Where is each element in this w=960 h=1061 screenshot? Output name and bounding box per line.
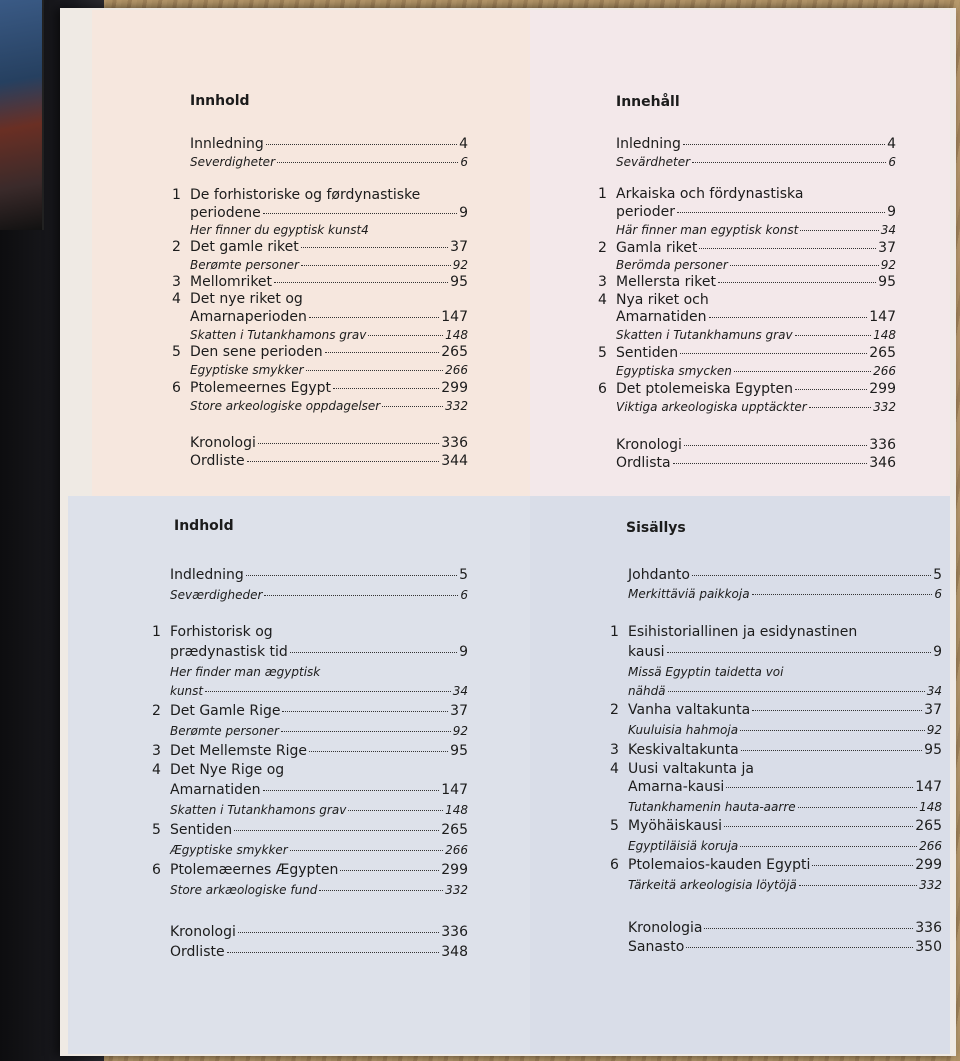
- dot-leader: [741, 750, 922, 751]
- entry-title: Sentiden: [170, 822, 233, 838]
- toc-entry: [610, 566, 942, 584]
- page-number: 147: [441, 782, 468, 798]
- entry-title: Myöhäiskausi: [628, 818, 723, 834]
- chapter-number: 1: [610, 624, 619, 640]
- entry-title: Ordliste: [190, 453, 245, 469]
- entry-title: Det Nye Rige og: [170, 762, 285, 778]
- toc-entry: [172, 204, 468, 222]
- page-number: 265: [441, 822, 468, 838]
- dot-leader: [234, 830, 439, 831]
- page-number: 344: [441, 453, 468, 469]
- dot-leader: [309, 751, 448, 752]
- page-number: 265: [869, 345, 896, 361]
- entry-title: Ordlista: [616, 455, 671, 471]
- page-number: 34: [880, 223, 896, 237]
- page-number: 147: [441, 309, 468, 325]
- entry-title: Missä Egyptin taidetta voi: [628, 665, 784, 679]
- page-number: 332: [873, 400, 896, 414]
- entry-title: Berømte personer: [170, 724, 279, 738]
- entry-title: Tutankhamenin hauta-aarre: [628, 800, 796, 814]
- dot-leader: [319, 890, 443, 891]
- page-number: 6: [460, 155, 468, 169]
- toc-subentry: [152, 722, 468, 740]
- entry-title: Amarna-kausi: [628, 779, 725, 795]
- dot-leader: [726, 787, 913, 788]
- dot-leader: [246, 575, 457, 576]
- entry-title: Egyptiske smykker: [190, 363, 304, 377]
- entry-title: Ptolemeernes Egypt: [190, 380, 331, 396]
- entry-title: Kronologi: [190, 435, 256, 451]
- toc-entry: [610, 817, 942, 835]
- page-number: 299: [915, 857, 942, 873]
- dot-leader: [752, 594, 933, 595]
- entry-title: Uusi valtakunta ja: [628, 761, 754, 777]
- entry-title: Inledning: [616, 136, 681, 152]
- entry-title: Egyptiläisiä koruja: [628, 839, 739, 853]
- toc-subentry: [152, 841, 468, 859]
- toc-entry: [152, 781, 468, 799]
- toc-entry: [152, 702, 468, 720]
- chapter-number: 4: [598, 292, 607, 308]
- page-number: 9: [933, 644, 942, 660]
- entry-title: Her finner du egyptisk kunst4: [190, 223, 369, 237]
- chapter-number: 6: [598, 381, 607, 397]
- entry-title: Kronologi: [170, 924, 236, 940]
- page-number: 332: [445, 399, 468, 413]
- toc-title: Indhold: [174, 518, 234, 534]
- dot-leader: [340, 870, 439, 871]
- dot-leader: [734, 371, 871, 372]
- dot-leader: [740, 846, 917, 847]
- toc-entry: [172, 434, 468, 452]
- page-number: 348: [441, 944, 468, 960]
- page-number: 299: [869, 381, 896, 397]
- dot-leader: [205, 691, 451, 692]
- entry-title: Ordliste: [170, 944, 225, 960]
- entry-title: Det gamle riket: [190, 239, 299, 255]
- entry-title: Indledning: [170, 567, 244, 583]
- dot-leader: [290, 652, 457, 653]
- toc-entry: [172, 308, 468, 326]
- dot-leader: [668, 691, 925, 692]
- entry-title: Det ptolemeiska Egypten: [616, 381, 793, 397]
- toc-entry: [598, 308, 896, 326]
- dot-leader: [718, 282, 876, 283]
- entry-title: Mellersta riket: [616, 274, 717, 290]
- page-number: 6: [460, 588, 468, 602]
- dot-leader: [704, 928, 913, 929]
- dot-leader: [333, 388, 439, 389]
- dot-leader: [348, 810, 443, 811]
- chapter-number: 5: [610, 818, 619, 834]
- toc-subentry: [610, 663, 942, 681]
- entry-title: Den sene perioden: [190, 344, 323, 360]
- toc-entry: [610, 938, 942, 956]
- dot-leader: [238, 932, 439, 933]
- entry-title: Forhistorisk og: [170, 624, 273, 640]
- page-number: 95: [450, 274, 468, 290]
- page-number: 9: [459, 205, 468, 221]
- entry-title: Amarnatiden: [616, 309, 707, 325]
- page-number: 336: [869, 437, 896, 453]
- entry-title: Nya riket och: [616, 292, 709, 308]
- toc-subentry: [598, 221, 896, 239]
- entry-title: Det Mellemste Rige: [170, 743, 308, 759]
- toc-entry: [172, 186, 468, 204]
- toc-subentry: [172, 221, 468, 239]
- entry-title: Ægyptiske smykker: [170, 843, 288, 857]
- toc-subentry: [610, 682, 942, 700]
- dot-leader: [677, 212, 885, 213]
- entry-title: Skatten i Tutankhamons grav: [170, 803, 347, 817]
- dot-leader: [274, 282, 448, 283]
- toc-subentry: [152, 801, 468, 819]
- page-number: 332: [919, 878, 942, 892]
- page-number: 92: [452, 724, 468, 738]
- toc-entry: [152, 861, 468, 879]
- dot-leader: [368, 335, 443, 336]
- dot-leader: [266, 144, 457, 145]
- entry-title: Innledning: [190, 136, 264, 152]
- entry-title: Amarnaperioden: [190, 309, 307, 325]
- entry-title: kunst: [170, 684, 204, 698]
- entry-title: Ptolemaios-kauden Egypti: [628, 857, 811, 873]
- toc-entry: [152, 566, 468, 584]
- toc-entry: [172, 452, 468, 470]
- dot-leader: [263, 790, 440, 791]
- dot-leader: [809, 407, 871, 408]
- toc-subentry: [172, 153, 468, 171]
- dot-leader: [264, 595, 458, 596]
- toc-entry: [598, 380, 896, 398]
- page-number: 147: [869, 309, 896, 325]
- entry-title: Severdigheter: [190, 155, 275, 169]
- toc-entry: [152, 943, 468, 961]
- cover-artwork: [0, 0, 44, 230]
- toc-entry: [610, 760, 942, 778]
- page-number: 37: [878, 240, 896, 256]
- toc-entry: [598, 185, 896, 203]
- page-number: 6: [934, 587, 942, 601]
- entry-title: Kuuluisia hahmoja: [628, 723, 739, 737]
- dot-leader: [692, 575, 931, 576]
- page-number: 299: [441, 380, 468, 396]
- toc-subentry: [172, 256, 468, 274]
- page-number: 148: [445, 328, 468, 342]
- chapter-number: 3: [610, 742, 619, 758]
- toc-subentry: [172, 326, 468, 344]
- entry-title: Berömda personer: [616, 258, 728, 272]
- dot-leader: [680, 353, 867, 354]
- dot-leader: [258, 443, 439, 444]
- dot-leader: [699, 248, 876, 249]
- page-number: 350: [915, 939, 942, 955]
- chapter-number: 4: [152, 762, 161, 778]
- toc-subentry: [598, 256, 896, 274]
- dot-leader: [290, 850, 443, 851]
- entry-title: Merkittäviä paikkoja: [628, 587, 750, 601]
- page-number: 346: [869, 455, 896, 471]
- entry-title: Esihistoriallinen ja esidynastinen: [628, 624, 858, 640]
- page-number: 266: [445, 843, 468, 857]
- chapter-number: 6: [152, 862, 161, 878]
- page-number: 336: [915, 920, 942, 936]
- entry-title: Mellomriket: [190, 274, 273, 290]
- toc-title: Innehåll: [616, 94, 680, 110]
- page-number: 148: [873, 328, 896, 342]
- chapter-number: 4: [610, 761, 619, 777]
- dot-leader: [277, 162, 458, 163]
- toc-subentry: [152, 682, 468, 700]
- toc-entry: [172, 238, 468, 256]
- entry-title: Viktiga arkeologiska upptäckter: [616, 400, 807, 414]
- dot-leader: [301, 247, 448, 248]
- entry-title: Arkaiska och fördynastiska: [616, 186, 804, 202]
- chapter-number: 3: [152, 743, 161, 759]
- entry-title: De forhistoriske og førdynastiske: [190, 187, 421, 203]
- toc-entry: [172, 290, 468, 308]
- toc-subentry: [152, 663, 468, 681]
- toc-subentry: [598, 362, 896, 380]
- toc-entry: [598, 436, 896, 454]
- entry-title: Her finder man ægyptisk: [170, 665, 321, 679]
- toc-entry: [598, 273, 896, 291]
- toc-entry: [610, 856, 942, 874]
- entry-title: Vanha valtakunta: [628, 702, 751, 718]
- entry-title: periodene: [190, 205, 261, 221]
- entry-title: kausi: [628, 644, 665, 660]
- toc-subentry: [152, 586, 468, 604]
- toc-subentry: [598, 398, 896, 416]
- chapter-number: 2: [610, 702, 619, 718]
- entry-title: Skatten i Tutankhamuns grav: [616, 328, 793, 342]
- page-number: 37: [924, 702, 942, 718]
- entry-title: Kronologia: [628, 920, 703, 936]
- entry-title: prædynastisk tid: [170, 644, 288, 660]
- dot-leader: [799, 885, 917, 886]
- chapter-number: 4: [172, 291, 181, 307]
- entry-title: Egyptiska smycken: [616, 364, 732, 378]
- chapter-number: 1: [172, 187, 181, 203]
- chapter-number: 6: [172, 380, 181, 396]
- toc-entry: [610, 643, 942, 661]
- entry-title: Johdanto: [628, 567, 690, 583]
- page-number: 95: [450, 743, 468, 759]
- entry-title: Store arkeologiske oppdagelser: [190, 399, 381, 413]
- page-number: 148: [445, 803, 468, 817]
- entry-title: Amarnatiden: [170, 782, 261, 798]
- toc-entry: [598, 135, 896, 153]
- entry-title: Sentiden: [616, 345, 679, 361]
- toc-entry: [610, 623, 942, 641]
- toc-subentry: [598, 153, 896, 171]
- dot-leader: [795, 389, 867, 390]
- toc-entry: [610, 701, 942, 719]
- toc-subentry: [610, 721, 942, 739]
- entry-title: Berømte personer: [190, 258, 299, 272]
- entry-title: Det nye riket og: [190, 291, 303, 307]
- toc-subentry: [598, 326, 896, 344]
- entry-title: Seværdigheder: [170, 588, 263, 602]
- toc-title: Sisällys: [626, 520, 686, 536]
- dot-leader: [684, 445, 867, 446]
- page-number: 37: [450, 239, 468, 255]
- toc-subentry: [610, 876, 942, 894]
- toc-entry: [152, 923, 468, 941]
- toc-entry: [598, 291, 896, 309]
- chapter-number: 2: [152, 703, 161, 719]
- dot-leader: [752, 710, 922, 711]
- toc-entry: [598, 454, 896, 472]
- page-number: 92: [926, 723, 942, 737]
- toc-entry: [610, 778, 942, 796]
- page-number: 5: [933, 567, 942, 583]
- page-number: 148: [919, 800, 942, 814]
- dot-leader: [306, 370, 443, 371]
- chapter-number: 1: [598, 186, 607, 202]
- chapter-number: 5: [172, 344, 181, 360]
- toc-subentry: [172, 361, 468, 379]
- page-number: 299: [441, 862, 468, 878]
- dot-leader: [247, 461, 440, 462]
- toc-subentry: [610, 585, 942, 603]
- dot-leader: [227, 952, 440, 953]
- page-number: 266: [873, 364, 896, 378]
- entry-title: Ptolemæernes Ægypten: [170, 862, 339, 878]
- toc-entry: [172, 343, 468, 361]
- toc-entry: [152, 742, 468, 760]
- chapter-number: 3: [598, 274, 607, 290]
- chapter-number: 5: [152, 822, 161, 838]
- dot-leader: [709, 317, 868, 318]
- page-number: 34: [926, 684, 942, 698]
- page-number: 34: [452, 684, 468, 698]
- dot-leader: [800, 230, 878, 231]
- page-number: 95: [924, 742, 942, 758]
- entry-title: perioder: [616, 204, 675, 220]
- dot-leader: [667, 652, 932, 653]
- page-number: 265: [441, 344, 468, 360]
- entry-title: Skatten i Tutankhamons grav: [190, 328, 367, 342]
- dot-leader: [673, 463, 868, 464]
- toc-subentry: [610, 837, 942, 855]
- toc-entry: [598, 203, 896, 221]
- page-number: 266: [445, 363, 468, 377]
- dot-leader: [692, 162, 886, 163]
- entry-title: Sanasto: [628, 939, 685, 955]
- page-number: 92: [452, 258, 468, 272]
- page-number: 9: [887, 204, 896, 220]
- entry-title: Tärkeitä arkeologisia löytöjä: [628, 878, 797, 892]
- toc-entry: [152, 623, 468, 641]
- toc-entry: [152, 821, 468, 839]
- toc-entry: [152, 761, 468, 779]
- page-number: 37: [450, 703, 468, 719]
- dot-leader: [812, 865, 913, 866]
- chapter-number: 2: [172, 239, 181, 255]
- toc-entry: [610, 919, 942, 937]
- toc-subentry: [172, 397, 468, 415]
- dot-leader: [282, 711, 448, 712]
- page-number: 92: [880, 258, 896, 272]
- toc-entry: [172, 135, 468, 153]
- toc-entry: [172, 273, 468, 291]
- dot-leader: [281, 731, 451, 732]
- entry-title: Store arkæologiske fund: [170, 883, 318, 897]
- toc-entry: [610, 741, 942, 759]
- page-number: 6: [888, 155, 896, 169]
- page-number: 332: [445, 883, 468, 897]
- toc-entry: [172, 379, 468, 397]
- dot-leader: [683, 144, 885, 145]
- entry-title: Gamla riket: [616, 240, 698, 256]
- page-number: 265: [915, 818, 942, 834]
- page-number: 9: [459, 644, 468, 660]
- chapter-number: 5: [598, 345, 607, 361]
- dot-leader: [730, 265, 879, 266]
- chapter-number: 1: [152, 624, 161, 640]
- dot-leader: [382, 406, 443, 407]
- entry-title: Det Gamle Rige: [170, 703, 281, 719]
- dot-leader: [686, 947, 913, 948]
- toc-subentry: [152, 881, 468, 899]
- page-number: 95: [878, 274, 896, 290]
- chapter-number: 3: [172, 274, 181, 290]
- entry-title: Kronologi: [616, 437, 682, 453]
- chapter-number: 6: [610, 857, 619, 873]
- toc-entry: [598, 344, 896, 362]
- dot-leader: [301, 265, 451, 266]
- toc-entry: [152, 643, 468, 661]
- toc-entry: [598, 239, 896, 257]
- dot-leader: [263, 213, 457, 214]
- entry-title: Här finner man egyptisk konst: [616, 223, 799, 237]
- dot-leader: [724, 826, 913, 827]
- dot-leader: [740, 730, 925, 731]
- toc-title: Innhold: [190, 93, 250, 109]
- entry-title: Sevärdheter: [616, 155, 691, 169]
- toc-subentry: [610, 798, 942, 816]
- entry-title: nähdä: [628, 684, 666, 698]
- page-number: 147: [915, 779, 942, 795]
- dot-leader: [309, 317, 439, 318]
- dot-leader: [325, 352, 440, 353]
- page-number: 4: [459, 136, 468, 152]
- page-number: 336: [441, 435, 468, 451]
- dot-leader: [798, 807, 917, 808]
- chapter-number: 2: [598, 240, 607, 256]
- entry-title: Keskivaltakunta: [628, 742, 739, 758]
- page-number: 336: [441, 924, 468, 940]
- page-number: 5: [459, 567, 468, 583]
- dot-leader: [795, 335, 872, 336]
- page-number: 4: [887, 136, 896, 152]
- page-number: 266: [919, 839, 942, 853]
